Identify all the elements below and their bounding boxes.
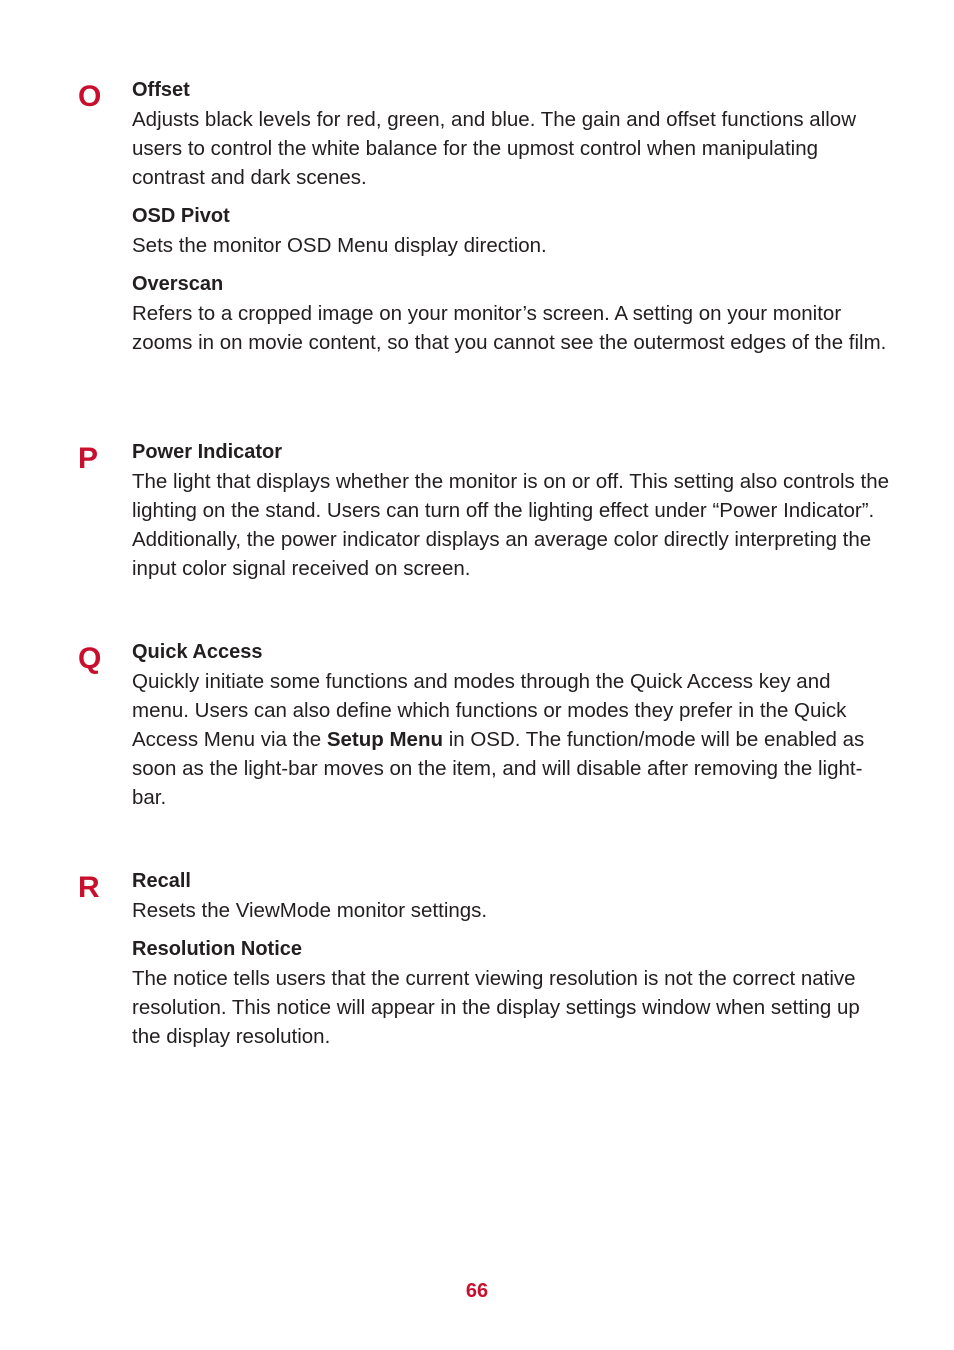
entry-term: Overscan [132, 273, 224, 295]
section-letter: O [78, 80, 102, 113]
entry-description: Adjusts black levels for red, green, and blue. The gain and offset functions allow users to control the white balance for the upmost control when manipulating contrast and dark scenes. [132, 108, 857, 189]
glossary-entries [132, 76, 892, 367]
entry-description-text: Quickly initiate some functions and modes through the Quick Access key and menu. Users can also define which functions or modes they prefer in the Quick Access Menu via the [132, 670, 847, 751]
glossary-entry [132, 76, 892, 192]
entry-description: Resets the ViewMode monitor settings. [132, 899, 488, 922]
entry-term: OSD Pivot [132, 205, 230, 227]
glossary-entry [132, 867, 892, 925]
glossary-entry [132, 202, 892, 260]
glossary-entry [132, 270, 892, 357]
glossary-entries [132, 867, 892, 1061]
section-letter: R [78, 871, 100, 904]
glossary-entries [132, 438, 892, 593]
entry-description: The notice tells users that the current viewing resolution is not the correct native resolution. This notice will appear in the display settings window when setting up the display resolution. [132, 967, 860, 1048]
glossary-entries [132, 638, 892, 822]
entry-term: Recall [132, 870, 191, 892]
entry-term: Offset [132, 79, 190, 101]
entry-term: Quick Access [132, 641, 263, 663]
entry-description [132, 667, 892, 812]
entry-term: Resolution Notice [132, 938, 303, 960]
entry-description: Sets the monitor OSD Menu display direction. [132, 234, 547, 257]
entry-description: Refers to a cropped image on your monitor’s screen. A setting on your monitor zooms in on movie content, so that you cannot see the outermost edges of the film. [132, 302, 887, 354]
section-letter: Q [78, 642, 102, 675]
setup-menu-emphasis: Setup Menu [326, 728, 444, 751]
page-number: 66 [465, 1280, 489, 1302]
entry-term: Power Indicator [132, 441, 283, 463]
entry-description-text: in OSD. The function/mode will be enabled as soon as the light-bar moves on the item, and will disable after removing the light-bar. [132, 728, 865, 809]
glossary-entry [132, 638, 892, 812]
glossary-entry [132, 438, 892, 583]
entry-description: The light that displays whether the monitor is on or off. This setting also controls the lighting on the stand. Users can turn off the lighting effect under “Power Indicator”. Additionally, the power indicator displays an average color directly interpreting the input color signal received on screen. [132, 470, 889, 580]
section-letter: P [78, 442, 99, 475]
glossary-entry [132, 935, 892, 1051]
